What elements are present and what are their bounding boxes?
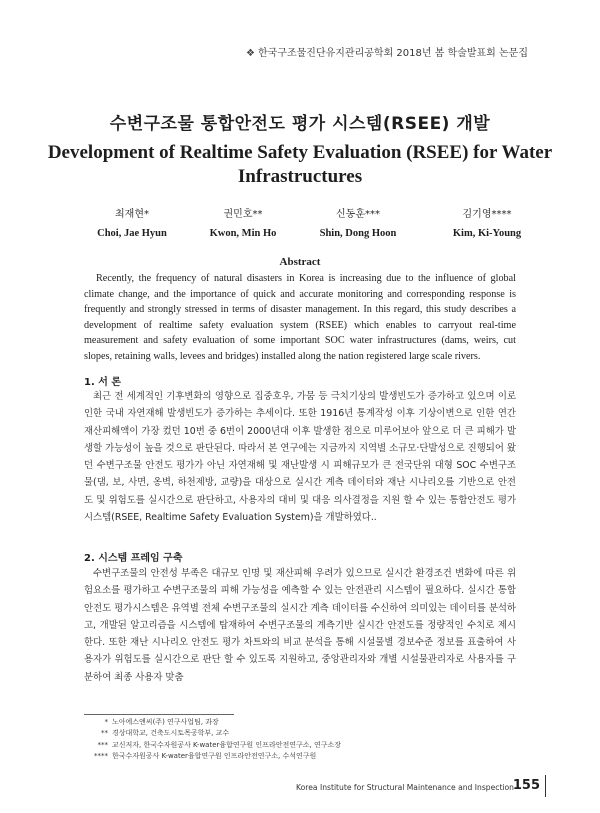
author-name-korean: 최재현* (115, 209, 149, 220)
author-4 (417, 208, 557, 242)
page-number-divider (545, 775, 546, 797)
author-name-korean: 신동훈*** (336, 209, 380, 220)
footnote-item (84, 717, 516, 728)
running-title: 한국구조물진단유지관리공학회 2018년 봄 학술발표회 논문집 (257, 48, 528, 59)
section-heading-system-framework: 2. 시스템 프레임 구축 (84, 553, 183, 564)
section-body-introduction: 최근 전 세계적인 기후변화의 영향으로 집중호우, 가뭄 등 극치기상의 발생빈도가 증가하고 있으며 이로 인한 국내 자연재해 발생빈도가 증가하는 추세이다. 또한 1916년 통계작성 이후 기상이변으로 인한 연간 재산피해액이 가장 컸던 10번 중 6번이 2000년대 이후 발생한 점으로 미루어보아 앞으로 더 큰 피해가 발생할 가능성이 높을 것으로 판단된다. 따라서 본 연구에는 지금까지 지역별 소규모·단발성으로 진행되어 왔던 수변구조물 안전도 평가가 아닌 자연재해 및 재난발생 시 피해규모가 큰 전국단위 대형 SOC 수변구조물(댐, 보, 사면, 옹벽, 하천제방, 교량)을 대상으로 실시간 계측 데이터와 재난 시나리오를 기반으로 안전도 및 위험도를 실시간으로 판단하고, 사용자의 대비 및 대응 의사결정을 지원 할 수 있는 통합안전도 평가 시스템(RSEE, Realtime Safety Evaluation System)을 개발하였다.. (84, 391, 516, 524)
footnote-mark: **** (94, 752, 108, 761)
footnote-mark: *** (97, 740, 108, 749)
section-heading-introduction: 1. 서 론 (84, 377, 122, 388)
author-name-english: Kwon, Min Ho (209, 228, 277, 239)
footnote-item (84, 740, 516, 751)
author-name-english: Shin, Dong Hoon (319, 228, 397, 239)
title-korean: 수변구조물 통합안전도 평가 시스템(RSEE) 개발 (109, 114, 491, 134)
footnote-text: 한국수자원공사 K-water융합연구원 인프라안전연구소, 수석연구원 (112, 752, 317, 761)
footnote-text: 교신저자, 한국수자원공사 K-water융합연구원 인프라안전연구소, 연구소장 (112, 740, 342, 749)
footnote-text: 경상대학교, 건축도시토목공학부, 교수 (112, 729, 230, 738)
abstract-body: Recently, the frequency of natural disasters in Korea is increasing due to the influence of global climate change, and the importance of quick and accurate monitoring and corresponding response is frequently and strongly stressed in terms of disaster management. In this regard, this study describes a development of realtime safety evaluation system (RSEE) which enables to carryout real-time measurement and safety evaluation of some important SOC water infrastructures (dams, weirs, cut slopes, retaining walls, levees and bridges) installed along the nation registered large scale rivers. (84, 273, 516, 362)
footer-publisher: Korea Institute for Structural Maintenance and Inspection (296, 783, 514, 792)
author-name-korean: 권민호** (223, 209, 263, 220)
footnote-mark: ** (101, 729, 108, 738)
page-number: 155 (512, 778, 540, 793)
section-body-system-framework: 수변구조물의 안전성 부족은 대규모 인명 및 재산피해 우려가 있으므로 실시간 환경조건 변화에 따른 위험요소를 평가하고 수변구조물의 피해 가능성을 예측할 수 있는 안전관리 시스템이 필요하다. 실시간 통합안전도 평가시스템은 유역별 전체 수변구조물의 실시간 계측 데이터를 수신하여 의미있는 데이터를 분석하고, 개발된 알고리즘을 시스템에 탑재하여 수변구조물의 계측기반 실시간 안전도를 정량적인 수치로 제시한다. 또한 재난 시나리오 안전도 평가 차트와의 비교 분석을 통해 시설물별 경보수준 정보를 표출하여 사용자가 위험도를 실시간으로 판단 할 수 있도록 지원하고, 중앙관리자와 개별 시설물관리자로 사용자를 구분하여 최종 사용자 맞춤 (84, 568, 516, 683)
footnote-rule (84, 714, 234, 715)
footnote-text: 노아에스앤씨(주) 연구사업팀, 과장 (112, 718, 219, 726)
author-name-english: Choi, Jae Hyun (97, 228, 167, 239)
abstract-heading: Abstract (279, 256, 321, 268)
author-3 (288, 208, 428, 242)
header-bullet-icon: ❖ (246, 48, 255, 59)
author-name-korean: 김기영**** (462, 209, 512, 220)
footnote-list (84, 717, 516, 763)
footnote-item (84, 751, 516, 762)
footnote-mark: * (104, 718, 108, 726)
author-list (0, 208, 600, 248)
author-name-english: Kim, Ki-Young (452, 228, 522, 239)
footnote-item (84, 728, 516, 739)
title-english: Development of Realtime Safety Evaluation (RSEE) for Water Infrastructures (47, 142, 553, 187)
running-header (246, 44, 528, 59)
